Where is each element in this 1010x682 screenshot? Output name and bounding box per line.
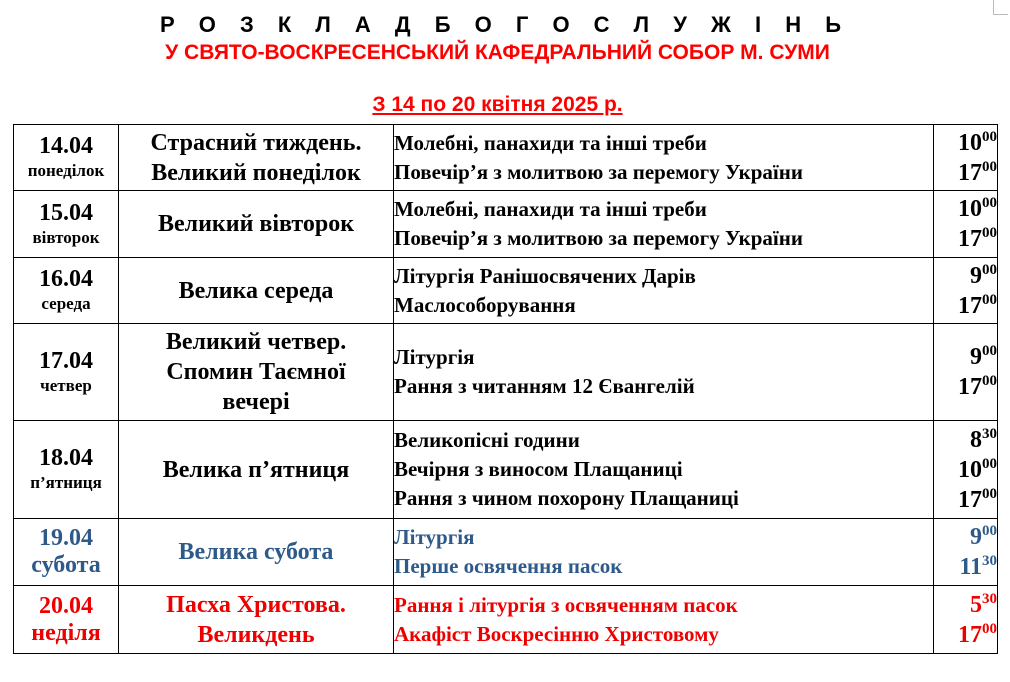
time-hour: 17 bbox=[958, 292, 982, 319]
date-number: 19.04 bbox=[39, 525, 93, 551]
feast-day-cell bbox=[119, 519, 394, 586]
time-minutes: 00 bbox=[982, 225, 997, 241]
time-hour: 11 bbox=[959, 554, 982, 580]
service-item: Рання і літургія з освяченням пасок bbox=[394, 592, 738, 617]
date-cell bbox=[14, 421, 119, 519]
time-minutes: 00 bbox=[982, 620, 997, 637]
time-hour: 9 bbox=[970, 262, 982, 289]
schedule-row bbox=[14, 324, 998, 421]
services-cell bbox=[394, 421, 934, 519]
time-minutes: 00 bbox=[982, 523, 997, 539]
schedule-row bbox=[14, 258, 998, 324]
time-minutes: 00 bbox=[982, 128, 997, 145]
service-item: Вечірня з виносом Плащаниці bbox=[394, 457, 683, 481]
times-cell bbox=[934, 586, 998, 654]
date-cell bbox=[14, 586, 119, 654]
feast-day-line: Велика субота bbox=[178, 539, 334, 565]
services-cell bbox=[394, 324, 934, 421]
time-minutes: 00 bbox=[982, 485, 997, 502]
time-hour: 9 bbox=[970, 524, 982, 550]
date-number: 18.04 bbox=[39, 445, 93, 471]
times-cell bbox=[934, 191, 998, 258]
date-number: 16.04 bbox=[39, 266, 93, 292]
feast-day-line: Великий вівторок bbox=[157, 211, 355, 237]
feast-day-line: Страсний тиждень. bbox=[150, 129, 362, 156]
date-cell bbox=[14, 258, 119, 324]
time-minutes: 30 bbox=[982, 553, 997, 569]
service-time bbox=[934, 620, 997, 650]
feast-day-line: Великдень bbox=[197, 621, 315, 648]
services-cell bbox=[394, 586, 934, 654]
weekday-label: неділя bbox=[31, 619, 101, 646]
date-range: З 14 по 20 квітня 2025 р. bbox=[372, 93, 623, 116]
time-minutes: 00 bbox=[982, 195, 997, 211]
service-time bbox=[934, 224, 997, 254]
service-time bbox=[934, 485, 997, 515]
feast-day-line: Велика середа bbox=[178, 277, 334, 304]
service-item: Повечір’я з молитвою за перемогу України bbox=[394, 159, 803, 184]
times-cell bbox=[934, 421, 998, 519]
weekday-label: вівторок bbox=[32, 227, 100, 247]
time-hour: 17 bbox=[958, 226, 982, 252]
service-item: Великопісні години bbox=[394, 428, 580, 452]
time-minutes: 00 bbox=[982, 158, 997, 175]
service-item: Рання з читанням 12 Євангелій bbox=[394, 374, 695, 398]
service-time bbox=[934, 128, 997, 158]
time-hour: 17 bbox=[958, 621, 982, 648]
service-item: Молебні, панахиди та інші треби bbox=[394, 130, 707, 155]
service-item: Рання з чином похорону Плащаниці bbox=[394, 486, 739, 510]
service-time bbox=[934, 552, 997, 582]
time-hour: 17 bbox=[958, 159, 982, 186]
feast-day-cell bbox=[119, 421, 394, 519]
feast-day-line: Спомин Таємної bbox=[166, 359, 346, 385]
time-hour: 10 bbox=[958, 129, 982, 156]
service-time bbox=[934, 590, 997, 620]
time-hour: 9 bbox=[970, 344, 982, 370]
service-time bbox=[934, 372, 997, 402]
date-cell bbox=[14, 191, 119, 258]
weekday-label: субота bbox=[31, 552, 101, 578]
service-item: Літургія Ранішосвячених Дарів bbox=[394, 263, 696, 288]
feast-day-cell bbox=[119, 125, 394, 191]
time-minutes: 00 bbox=[982, 455, 997, 472]
feast-day-cell bbox=[119, 324, 394, 421]
service-time bbox=[934, 342, 997, 372]
service-time bbox=[934, 291, 997, 321]
date-number: 15.04 bbox=[39, 199, 93, 226]
services-cell bbox=[394, 258, 934, 324]
time-hour: 10 bbox=[958, 456, 982, 483]
service-time bbox=[934, 455, 997, 485]
date-number: 20.04 bbox=[39, 592, 93, 619]
weekday-label: четвер bbox=[40, 375, 92, 395]
times-cell bbox=[934, 324, 998, 421]
service-item: Повечір’я з молитвою за перемогу України bbox=[394, 226, 803, 250]
time-hour: 8 bbox=[970, 426, 982, 453]
schedule-row bbox=[14, 421, 998, 519]
feast-day-cell bbox=[119, 586, 394, 654]
feast-day-line: вечері bbox=[222, 389, 290, 415]
service-item: Літургія bbox=[394, 525, 475, 549]
time-minutes: 00 bbox=[982, 261, 997, 278]
time-hour: 17 bbox=[958, 486, 982, 513]
services-cell bbox=[394, 125, 934, 191]
schedule-table bbox=[13, 124, 998, 654]
service-time bbox=[934, 194, 997, 224]
time-minutes: 30 bbox=[982, 590, 997, 607]
feast-day-line: Великий понеділок bbox=[151, 159, 361, 186]
time-minutes: 00 bbox=[982, 291, 997, 308]
schedule-row bbox=[14, 586, 998, 654]
schedule-row bbox=[14, 519, 998, 586]
weekday-label: середа bbox=[41, 294, 91, 313]
service-item: Маслособорування bbox=[394, 292, 576, 317]
service-time bbox=[934, 522, 997, 552]
schedule-title: Р О З К Л А Д Б О Г О С Л У Ж І Н Ь bbox=[159, 12, 851, 37]
schedule-row bbox=[14, 191, 998, 258]
feast-day-line: Пасха Христова. bbox=[166, 591, 346, 618]
service-item: Акафіст Воскресінню Христовому bbox=[394, 621, 719, 646]
service-time bbox=[934, 425, 997, 455]
feast-day-cell bbox=[119, 258, 394, 324]
time-hour: 10 bbox=[958, 196, 982, 222]
weekday-label: понеділок bbox=[27, 161, 105, 180]
times-cell bbox=[934, 125, 998, 191]
time-minutes: 00 bbox=[982, 373, 997, 389]
service-time bbox=[934, 158, 997, 188]
date-number: 14.04 bbox=[39, 133, 93, 159]
service-item: Перше освячення пасок bbox=[394, 554, 623, 578]
services-cell bbox=[394, 191, 934, 258]
date-number: 17.04 bbox=[39, 347, 93, 374]
schedule-row bbox=[14, 125, 998, 191]
date-cell bbox=[14, 324, 119, 421]
feast-day-line: Великий четвер. bbox=[165, 329, 347, 355]
date-cell bbox=[14, 519, 119, 586]
service-time bbox=[934, 261, 997, 291]
date-cell bbox=[14, 125, 119, 191]
service-item: Літургія bbox=[394, 345, 475, 369]
services-cell bbox=[394, 519, 934, 586]
service-item: Молебні, панахиди та інші треби bbox=[394, 197, 707, 221]
times-cell bbox=[934, 519, 998, 586]
time-minutes: 30 bbox=[982, 425, 997, 442]
time-hour: 17 bbox=[958, 374, 982, 400]
times-cell bbox=[934, 258, 998, 324]
feast-day-line: Велика п’ятниця bbox=[162, 456, 350, 483]
feast-day-cell bbox=[119, 191, 394, 258]
time-minutes: 00 bbox=[982, 343, 997, 359]
cathedral-subtitle: У СВЯТО-ВОСКРЕСЕНСЬКИЙ КАФЕДРАЛЬНИЙ СОБОР М. СУМИ bbox=[165, 41, 830, 64]
time-hour: 5 bbox=[970, 591, 982, 618]
weekday-label: п’ятниця bbox=[30, 473, 102, 492]
